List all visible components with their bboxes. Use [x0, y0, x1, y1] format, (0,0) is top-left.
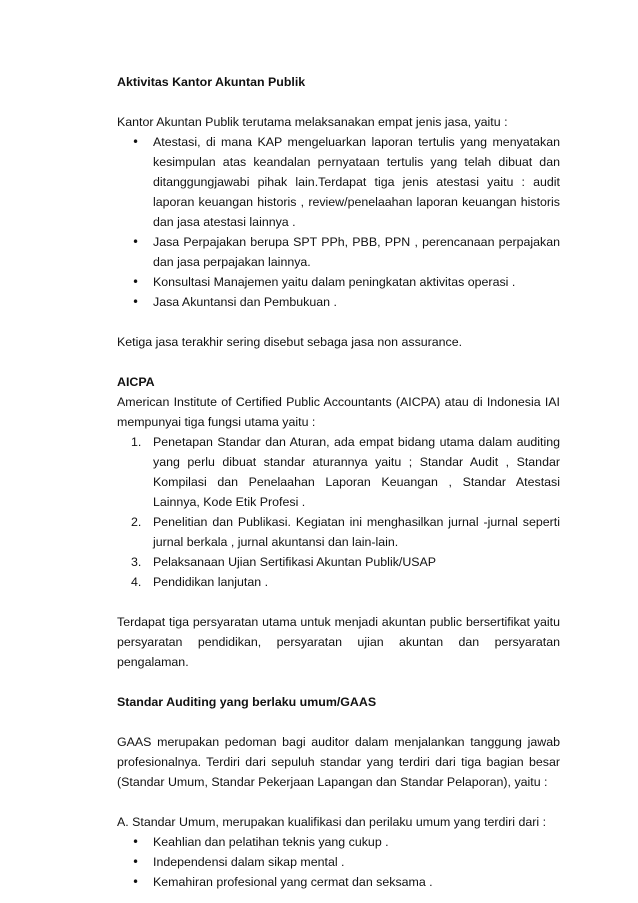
section-title-aicpa: AICPA: [117, 375, 155, 389]
list-item: • Jasa Akuntansi dan Pembukuan .: [117, 292, 560, 312]
list-item-text: Pelaksanaan Ujian Sertifikasi Akuntan Publik/USAP: [153, 555, 437, 569]
section-closing-aicpa: Terdapat tiga persyaratan utama untuk menjadi akuntan public bersertifikat yaitu persyaratan pendidikan, persyaratan ujian akuntan dan persyaratan pengalaman.: [117, 615, 560, 669]
list-item: [117, 572, 560, 592]
list-item: [117, 432, 560, 512]
list-item: • Independensi dalam sikap mental .: [117, 852, 560, 872]
list-item: • Keahlian dan pelatihan teknis yang cukup .: [117, 832, 560, 852]
list-item-text: Penetapan Standar dan Aturan, ada empat bidang utama dalam auditing yang perlu dibuat standar aturannya yaitu ; Standar Audit , Standar Kompilasi dan Penelaahan Laporan Keuangan , Standar Atestasi Lainnya, Kode Etik Profesi .: [153, 435, 560, 509]
section-intro-aicpa: American Institute of Certified Public Accountants (AICPA) atau di Indonesia IAI mempunyai tiga fungsi utama yaitu :: [117, 395, 560, 429]
list-item: • Atestasi, di mana KAP mengeluarkan laporan tertulis yang menyatakan kesimpulan atas keandalan pernyataan tertulis yang telah dibuat dan ditanggungjawabi pihak lain.Terdapat tiga jenis atestasi yaitu : audit laporan keuangan historis , review/penelaahan laporan keuangan historis dan jasa atestasi lainnya .: [117, 132, 560, 232]
standar-umum-list: [117, 832, 560, 892]
list-item: • Kemahiran profesional yang cermat dan seksama .: [117, 872, 560, 892]
section-intro-gaas: GAAS merupakan pedoman bagi auditor dalam menjalankan tanggung jawab profesionalnya. Terdiri dari sepuluh standar yang terdiri dari tiga bagian besar (Standar Umum, Standar Pekerjaan Lapangan dan Standar Pelaporan), yaitu :: [117, 735, 560, 789]
subsection-standar-umum: A. Standar Umum, merupakan kualifikasi dan perilaku umum yang terdiri dari :: [117, 815, 547, 829]
section-closing-aktivitas: Ketiga jasa terakhir sering disebut sebaga jasa non assurance.: [117, 335, 463, 349]
section-title-aktivitas: Aktivitas Kantor Akuntan Publik: [117, 75, 306, 89]
list-number: 1.: [131, 435, 142, 449]
list-item: [117, 512, 560, 552]
list-item-text: Pendidikan lanjutan .: [153, 575, 269, 589]
list-item-text: Penelitian dan Publikasi. Kegiatan ini menghasilkan jurnal -jurnal seperti jurnal berkala , jurnal akuntansi dan lain-lain.: [153, 515, 560, 549]
section-intro-aktivitas: Kantor Akuntan Publik terutama melaksanakan empat jenis jasa, yaitu :: [117, 115, 508, 129]
section-title-gaas: Standar Auditing yang berlaku umum/GAAS: [117, 695, 377, 709]
list-number: 4.: [131, 575, 142, 589]
list-number: 2.: [131, 515, 142, 529]
list-item: • Konsultasi Manajemen yaitu dalam peningkatan aktivitas operasi .: [117, 272, 560, 292]
services-list: [117, 132, 560, 312]
list-number: 3.: [131, 555, 142, 569]
list-item: [117, 552, 560, 572]
list-item: • Jasa Perpajakan berupa SPT PPh, PBB, PPN , perencanaan perpajakan dan jasa perpajakan lainnya.: [117, 232, 560, 272]
aicpa-functions-list: [117, 432, 560, 592]
